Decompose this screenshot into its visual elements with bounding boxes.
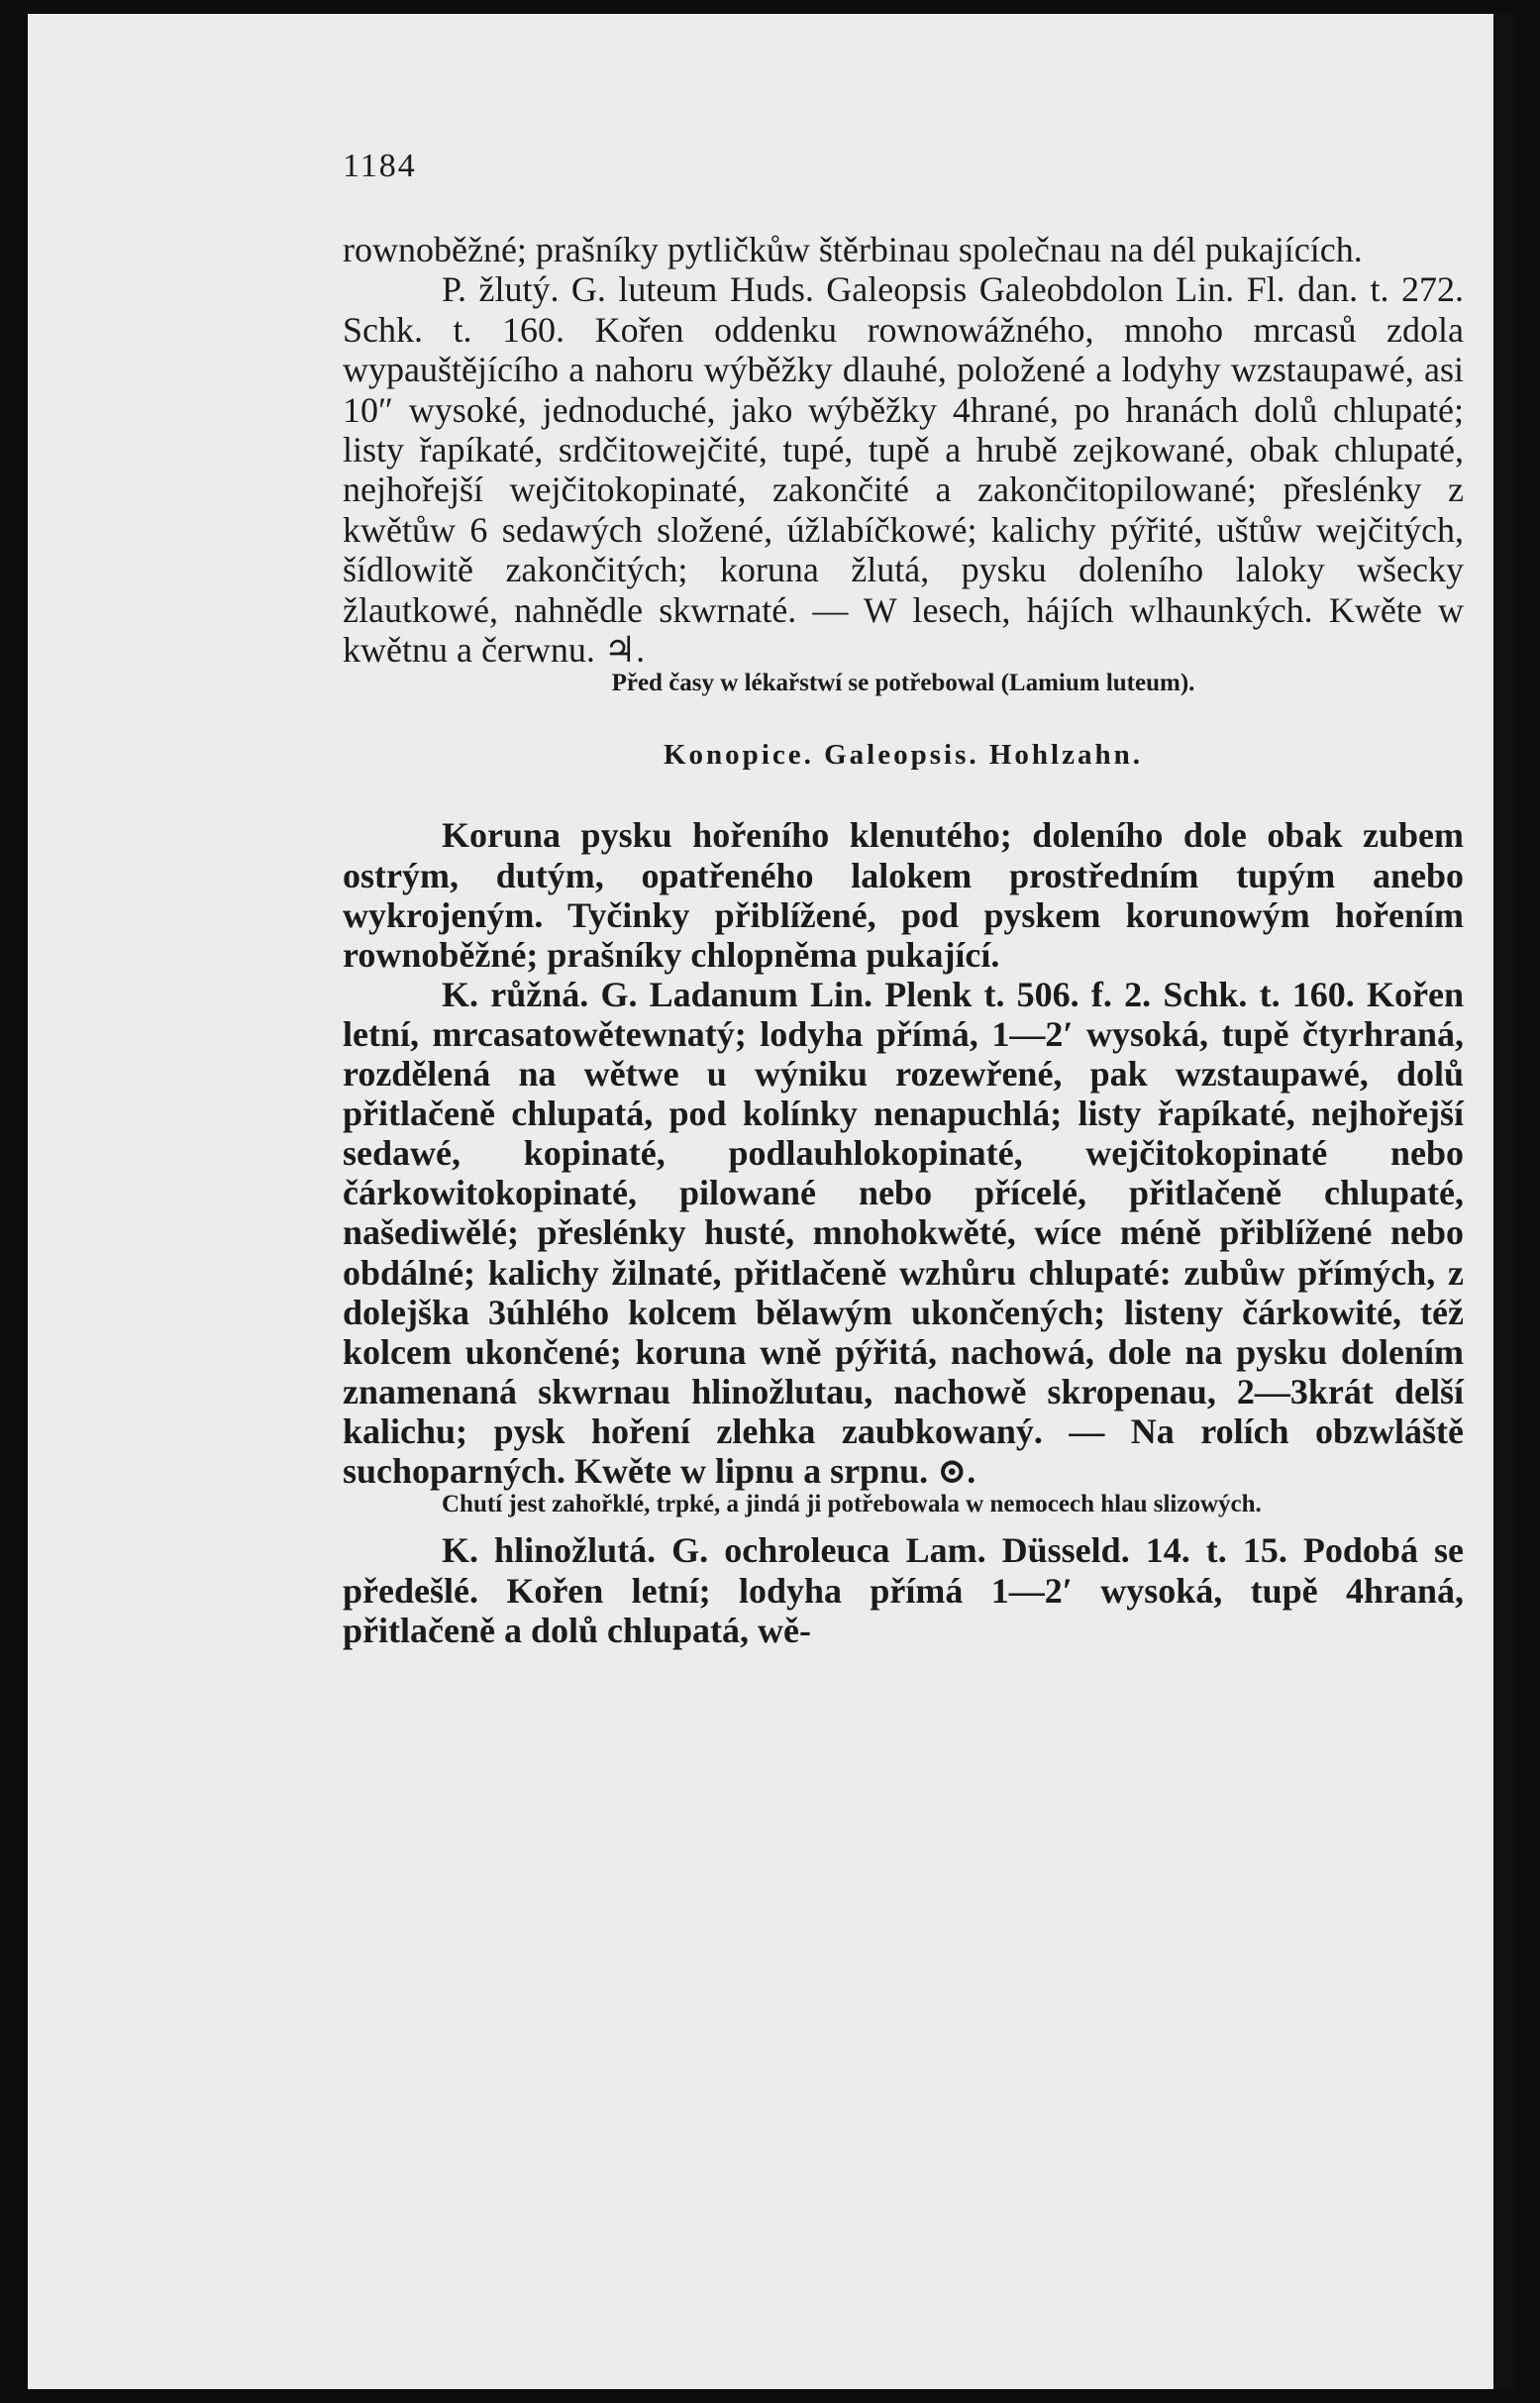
page-number: 1184 <box>343 148 417 184</box>
page-content <box>343 147 1464 1651</box>
spacer <box>343 1518 1464 1530</box>
book-page <box>28 14 1515 2389</box>
genus-description: Koruna pysku hořeního klenutého; doleního dole obak zubem ostrým, dutým, opatřeného lalokem prostředním tupým anebo wykrojeným. Tyčinky přiblížené, pod pyskem korunowým hořením rownoběžné; prašníky chlopněma pukající. <box>343 815 1464 975</box>
paragraph-species-ladanum: K. růžná. G. Ladanum Lin. Plenk t. 506. f. 2. Schk. t. 160. Kořen letní, mrcasatowětewnatý; lodyha přímá, 1—2′ wysoká, tupě čtyrhraná, rozdělená na wětwe u wýniku rozewřené, pak wzstaupawé, dolů přitlačeně chlupatá, pod kolínky nenapuchlá; listy řapíkaté, nejhořejší sedawé, kopinaté, podlauhlokopinaté, wejčitokopinaté nebo čárkowitokopinaté, pilowané nebo přícelé, přitlačeně chlupaté, našediwělé; přeslénky husté, mnohokwěté, wíce méně přiblížené nebo obdálné; kalichy žilnaté, přitlačeně wzhůru chlupaté: zubůw přímých, z dolejška 3úhlého kolcem bělawým ukončených; listeny čárkowité, též kolcem ukončené; koruna wně pýřitá, nachowá, dole na pysku dolením znamenaná skwrnau hlinožlutau, nachowě skropenau, 2—3krát delší kalichu; pysk hoření zlehka zaubkowaný. — Na rolích obzwláště suchoparných. Kwěte w lipnu a srpnu. ⊙. <box>343 974 1464 1491</box>
genus-heading: Konopice. Galeopsis. Hohlzahn. <box>664 739 1143 772</box>
paragraph-species-lutea: P. žlutý. G. luteum Huds. Galeopsis Galeobdolon Lin. Fl. dan. t. 272. Schk. t. 160. Kořen oddenku rownowážného, mnoho mrcasů zdola wypauštějícího a nahoru wýběžky dlauhé, položené a lodyhy wzstaupawé, asi 10″ wysoké, jednoduché, jako wýběžky 4hrané, po hranách dolů chlupaté; listy řapíkaté, srdčitowejčité, tupé, tupě a hrubě zejkowané, obak chlupaté, nejhořejší wejčitokopinaté, zakončité a zakončitopilowané; přeslénky z kwětůw 6 sedawých složené, úžlabíčkowé; kalichy pýřité, uštůw wejčitých, šídlowitě zakončitých; koruna žlutá, pysku doleního laloky wšecky žlautkowé, nahnědle skwrnaté. — W lesech, hájích wlhaunkých. Kwěte w kwětnu a čerwnu. ♃. <box>343 269 1464 671</box>
note-usage: Před časy w lékařstwí se potřebowal (Lamium luteum). <box>611 670 1195 697</box>
note-taste: Chutí jest zahořklé, trpké, a jindá ji potřebowala w nemocech hlau slizowých. <box>442 1491 1262 1518</box>
paragraph-species-ochroleuca: K. hlinožlutá. G. ochroleuca Lam. Düsseld. 14. t. 15. Podobá se předešlé. Kořen letní; lodyha přímá 1—2′ wysoká, tupě 4hraná, přitlačeně a dolů chlupatá, wě- <box>343 1530 1464 1651</box>
scan-edge <box>1493 14 1515 2389</box>
paragraph-continuation: rownoběžné; prašníky pytličkůw štěrbinau společnau na dél pukajících. <box>343 230 1363 269</box>
